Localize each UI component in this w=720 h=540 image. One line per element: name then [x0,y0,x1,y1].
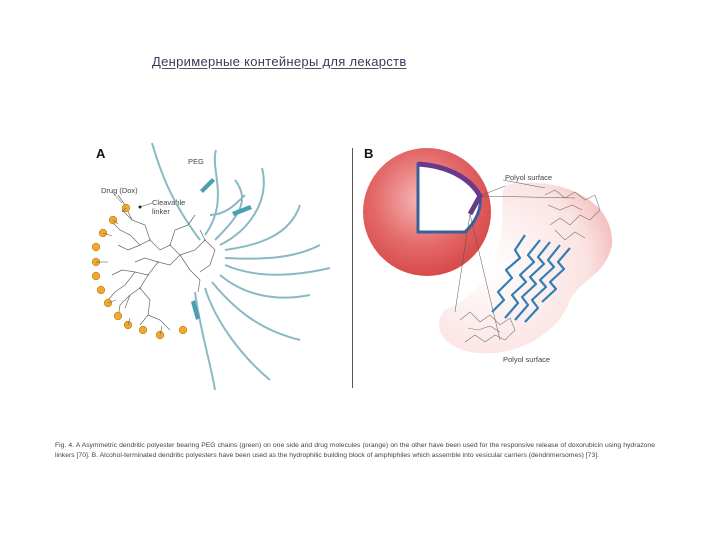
linker-label-1: Cleavable [152,198,186,207]
linker-label-2: linker [152,207,170,216]
polyol-surface-top-label: Polyol surface [505,173,553,182]
panel-a-letter: A [96,146,106,161]
panel-b-letter: B [364,146,374,161]
figure-caption: Fig. 4. A Asymmetric dendritic polyester bearing PEG chains (green) on one side and drug molecules (orange) on the other have been used for the responsive release of doxorubicin using hydrazone linkers [70]. B. Alcohol-terminated dendritic polyesters have been used as the hydrophilic building block of amphiphiles which assemble into vesicular carriers (dendrimersomes) [73]. [55,442,655,459]
peg-label: PEG [188,157,204,166]
slide-title: Денримерные контейнеры для лекарств [152,54,407,69]
polyol-surface-bottom-label: Polyol surface [503,355,551,364]
drug-label: Drug (Dox) [101,186,138,195]
